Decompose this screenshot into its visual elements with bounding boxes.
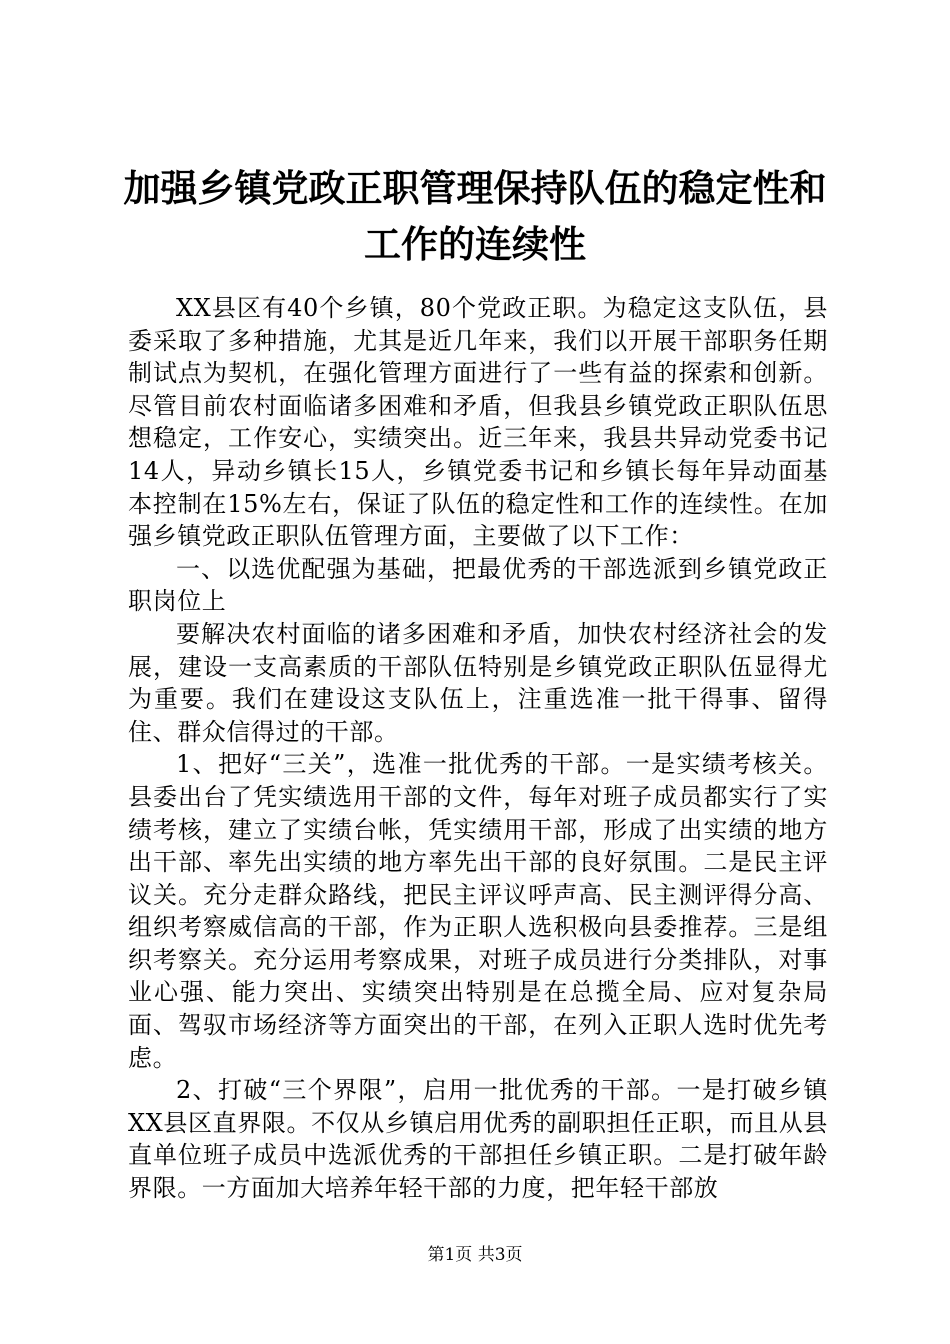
document-title: 加强乡镇党政正职管理保持队伍的稳定性和工作的连续性	[123, 166, 827, 266]
paragraph-section-heading: 一、以选优配强为基础，把最优秀的干部选派到乡镇党政正职岗位上	[128, 554, 828, 616]
paragraph-intro: XX县区有40个乡镇，80个党政正职。为稳定这支队伍，县委采取了多种措施，尤其是近几年来，我们以开展干部职务任期制试点为契机，在强化管理方面进行了一些有益的探索和创新。尽管目前农村面临诸多困难和矛盾，但我县乡镇党政正职队伍思想稳定，工作安心，实绩突出。近三年来，我县共异动党委书记14人，异动乡镇长15人，乡镇党委书记和乡镇长每年异动面基本控制在15%左右，保证了队伍的稳定性和工作的连续性。在加强乡镇党政正职队伍管理方面，主要做了以下工作：	[128, 294, 828, 551]
document-body	[128, 292, 828, 1205]
paragraph-item-1: 1、把好“三关”，选准一批优秀的干部。一是实绩考核关。县委出台了凭实绩选用干部的文件，每年对班子成员都实行了实绩考核，建立了实绩台帐，凭实绩用干部，形成了出实绩的地方出干部、率先出实绩的地方率先出干部的良好氛围。二是民主评议关。充分走群众路线，把民主评议呼声高、民主测评得分高、组织考察威信高的干部，作为正职人选积极向县委推荐。三是组织考察关。充分运用考察成果，对班子成员进行分类排队，对事业心强、能力突出、实绩突出特别是在总揽全局、应对复杂局面、驾驭市场经济等方面突出的干部，在列入正职人选时优先考虑。	[128, 750, 828, 1072]
page-footer: 第1页 共3页	[427, 1245, 523, 1265]
paragraph-item-2: 2、打破“三个界限”，启用一批优秀的干部。一是打破乡镇XX县区直界限。不仅从乡镇启用优秀的副职担任正职，而且从县直单位班子成员中选派优秀的干部担任乡镇正职。二是打破年龄界限。一方面加大培养年轻干部的力度，把年轻干部放	[128, 1076, 828, 1203]
paragraph-section-intro: 要解决农村面临的诸多困难和矛盾，加快农村经济社会的发展，建设一支高素质的干部队伍特别是乡镇党政正职队伍显得尤为重要。我们在建设这支队伍上，注重选准一批干得事、留得住、群众信得过的干部。	[128, 619, 828, 746]
